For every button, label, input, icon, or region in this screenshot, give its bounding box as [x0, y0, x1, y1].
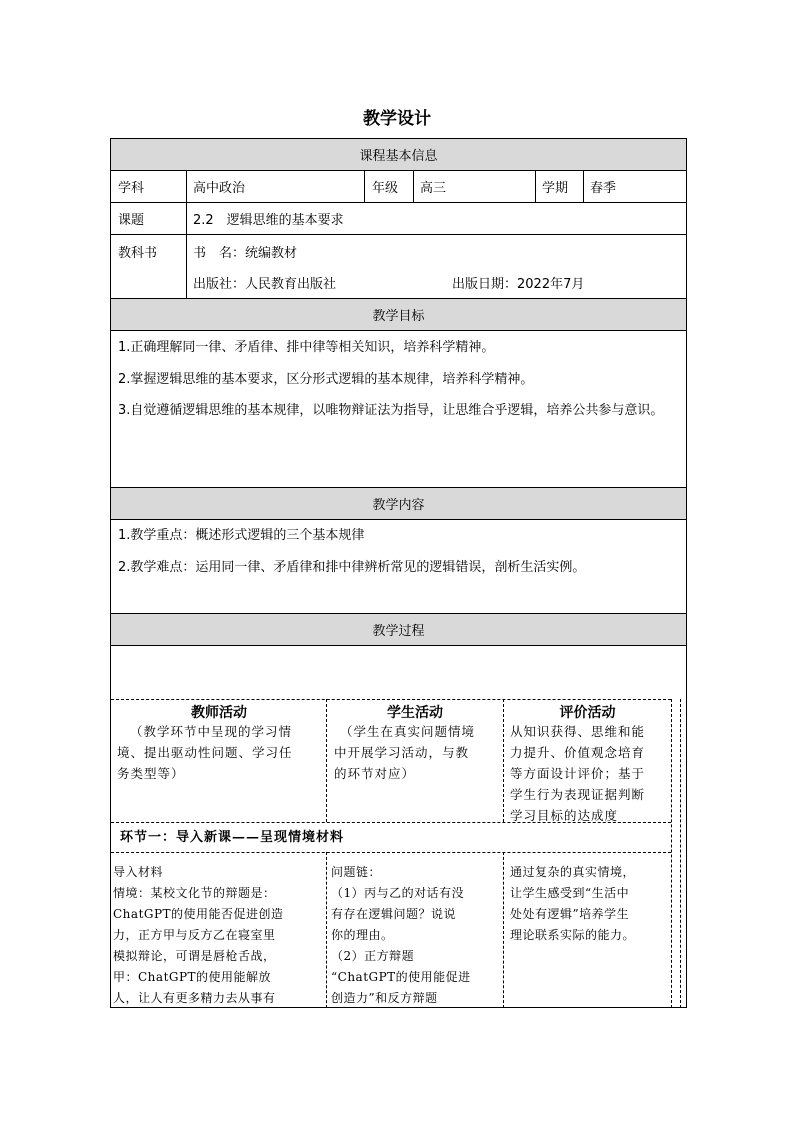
evaluation-activity-body: [510, 862, 670, 946]
content-item: 1.教学重点：概述形式逻辑的三个基本规律: [118, 528, 365, 543]
desc-line: （学生在真实问题情境: [340, 724, 476, 739]
dashed-rule: [326, 852, 327, 1008]
teacher-activity-title: 教师活动: [191, 705, 247, 721]
desc-line: 境、提出驱动性问题、学习任: [117, 745, 293, 760]
student-activity-desc: [334, 721, 502, 784]
objective-item: 2.掌握逻辑思维的基本要求，区分形式逻辑的基本规律，培养科学精神。: [118, 372, 534, 387]
body-line: 有存在逻辑问题？说说: [331, 907, 457, 921]
grade-value: 高三: [420, 181, 447, 196]
body-line: 问题链：: [331, 865, 382, 879]
topic-label: 课题: [118, 213, 145, 228]
content-item: 2.教学难点：运用同一律、矛盾律和排中律辨析常见的逻辑错误，剖析生活实例。: [118, 560, 586, 575]
process-header: 教学过程: [111, 614, 686, 645]
dashed-rule: [503, 852, 504, 1008]
desc-line: 等方面设计评价；基于: [510, 766, 646, 781]
body-line: ChatGPT的使用能否促进创造: [113, 907, 284, 921]
objectives-header: 教学目标: [111, 299, 686, 330]
body-line: 创造力”和反方辩题: [331, 991, 438, 1005]
document-title: 教学设计: [363, 109, 431, 129]
dashed-rule: [680, 699, 681, 1008]
table-rule: [535, 170, 536, 202]
table-rule: [110, 645, 687, 646]
body-line: （1）丙与乙的对话有没: [331, 886, 465, 900]
body-line: 理论联系实际的能力。: [510, 928, 636, 942]
dashed-rule: [671, 699, 672, 1008]
textbook-label: 教科书: [118, 245, 158, 261]
objective-item: 1.正确理解同一律、矛盾律、排中律等相关知识，培养科学精神。: [118, 340, 495, 355]
term-label: 学期: [542, 181, 569, 196]
teacher-activity-body: [113, 862, 325, 1009]
table-rule: [413, 170, 414, 202]
objective-item: 3.自觉遵循逻辑思维的基本规律，以唯物辩证法为指导，让思维合乎逻辑，培养公共参与意识。: [118, 403, 664, 418]
body-line: 导入材料: [113, 865, 164, 879]
publish-date: 出版日期：2022年7月: [452, 276, 585, 292]
book-name: 书 名：统编教材: [193, 245, 298, 261]
body-line: 力，正方甲与反方乙在寝室里: [113, 928, 276, 942]
evaluation-activity-desc: [510, 721, 670, 826]
desc-line: （教学环节中呈现的学习情: [130, 724, 293, 739]
table-rule: [110, 519, 687, 520]
table-rule: [364, 170, 365, 202]
term-value: 春季: [590, 181, 617, 196]
desc-line: 学生行为表现证据判断: [510, 787, 646, 802]
topic-value: 2.2 逻辑思维的基本要求: [193, 213, 344, 228]
body-line: 甲：ChatGPT的使用能解放: [113, 970, 272, 984]
subject-label: 学科: [118, 181, 145, 196]
basic-info-header: 课程基本信息: [111, 139, 686, 170]
body-line: 人，让人有更多精力去从事有: [113, 991, 276, 1005]
grade-label: 年级: [372, 181, 399, 196]
desc-line: 从知识获得、思维和能: [510, 724, 646, 739]
body-line: （2）正方辩题: [331, 949, 415, 963]
body-line: “ChatGPT的使用能促进: [331, 970, 471, 984]
desc-line: 力提升、价值观念培育: [510, 745, 646, 760]
table-rule: [583, 170, 584, 202]
dashed-rule: [111, 699, 671, 700]
body-line: 模拟辩论，可谓是唇枪舌战，: [113, 949, 276, 963]
desc-line: 学习目标的达成度: [510, 808, 619, 823]
student-activity-title: 学生活动: [387, 705, 443, 721]
student-activity-body: [331, 862, 501, 1009]
dashed-rule: [111, 852, 671, 853]
publisher: 出版社：人民教育出版社: [193, 276, 337, 292]
section-one-title: 环节一：导入新课——呈现情境材料: [120, 830, 345, 845]
desc-line: 中开展学习活动，与教: [334, 745, 470, 760]
subject-value: 高中政治: [193, 181, 246, 196]
body-line: 通过复杂的真实情境，: [510, 865, 636, 879]
desc-line: 务类型等）: [117, 766, 185, 781]
content-header: 教学内容: [111, 488, 686, 519]
table-rule: [110, 234, 687, 235]
body-line: 情境：某校文化节的辩题是：: [113, 886, 276, 900]
body-line: 让学生感受到“生活中: [510, 886, 630, 900]
body-line: 你的理由。: [331, 928, 394, 942]
desc-line: 的环节对应）: [334, 766, 416, 781]
table-rule: [110, 330, 687, 331]
body-line: 处处有逻辑”培养学生: [510, 907, 630, 921]
evaluation-activity-title: 评价活动: [559, 705, 616, 721]
teacher-activity-desc: [117, 721, 325, 784]
